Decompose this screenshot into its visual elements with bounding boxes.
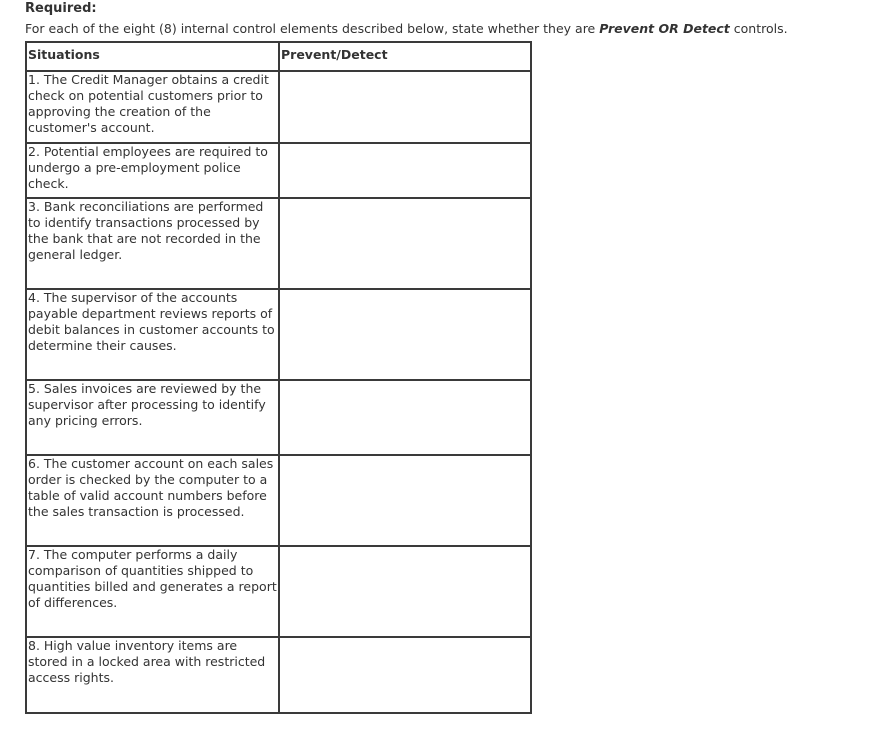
situation-cell: 7. The computer performs a daily comparison of quantities shipped to quantities billed and generates a report of differences. [26,546,279,637]
answer-cell[interactable] [279,455,531,546]
table-row [26,71,531,143]
answer-cell[interactable] [279,637,531,713]
answer-cell[interactable] [279,289,531,380]
answer-cell[interactable] [279,380,531,455]
situation-cell: 6. The customer account on each sales order is checked by the computer to a table of valid account numbers before the sales transaction is processed. [26,455,279,546]
answer-cell[interactable] [279,71,531,143]
table-header-row [26,42,531,71]
table-row [26,198,531,289]
header-prevent-detect: Prevent/Detect [279,42,531,71]
table-row [26,546,531,637]
instruction-emphasis: Prevent OR Detect [599,21,730,36]
answer-cell[interactable] [279,198,531,289]
answer-cell[interactable] [279,143,531,198]
required-heading: Required: [25,1,97,16]
table-row [26,380,531,455]
header-situations: Situations [26,42,279,71]
situation-cell: 2. Potential employees are required to undergo a pre-employment police check. [26,143,279,198]
situation-cell: 5. Sales invoices are reviewed by the supervisor after processing to identify any pricing errors. [26,380,279,455]
instruction-prefix: For each of the eight (8) internal control elements described below, state whether they are [25,21,600,36]
situation-cell: 8. High value inventory items are stored in a locked area with restricted access rights. [26,637,279,713]
situation-cell: 4. The supervisor of the accounts payable department reviews reports of debit balances in customer accounts to determine their causes. [26,289,279,380]
controls-table [25,41,532,714]
table-row [26,637,531,713]
table-row [26,289,531,380]
table-row [26,455,531,546]
instruction-text [25,21,788,37]
instruction-suffix: controls. [729,21,788,36]
situation-cell: 3. Bank reconciliations are performed to identify transactions processed by the bank that are not recorded in the general ledger. [26,198,279,289]
situation-cell: 1. The Credit Manager obtains a credit check on potential customers prior to approving the creation of the customer's account. [26,71,279,143]
table-row [26,143,531,198]
answer-cell[interactable] [279,546,531,637]
